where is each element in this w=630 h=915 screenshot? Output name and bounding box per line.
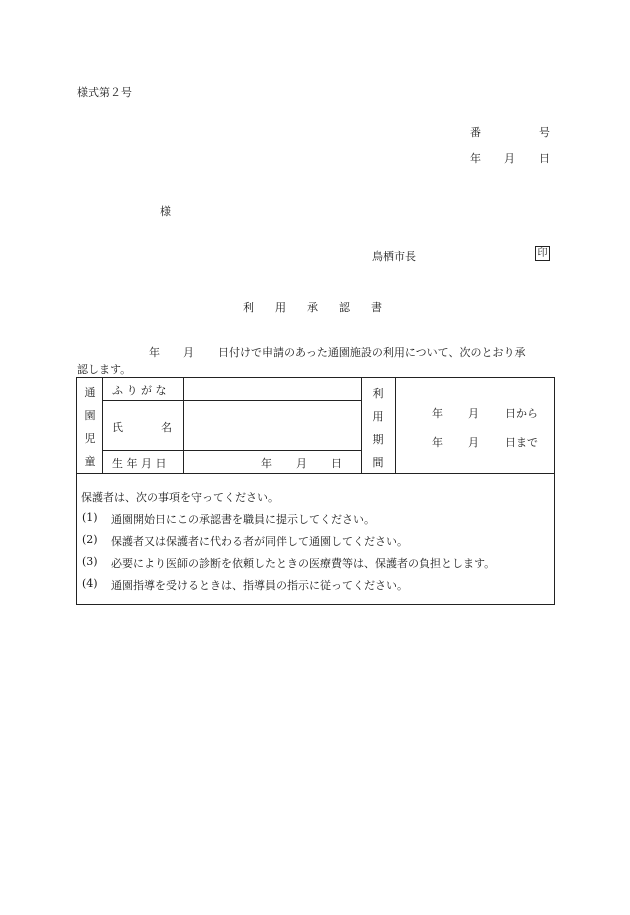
note-text-2: 保護者又は保護者に代わる者が同伴して通園してください。 [111, 535, 408, 548]
intro-year: 年 [149, 346, 160, 359]
divider-h3 [77, 473, 554, 474]
intro-line2: 認します。 [77, 363, 132, 376]
divider-h1 [102, 400, 361, 401]
intro-line1: 日付けで申請のあった通園施設の利用について、次のとおり承 [218, 346, 526, 359]
divider-v3 [361, 378, 362, 473]
title-char-5: 書 [371, 301, 382, 314]
divider-v2 [183, 378, 184, 473]
notes-heading: 保護者は、次の事項を守ってください。 [81, 491, 279, 504]
period-to-day: 日まで [505, 436, 538, 449]
divider-v1 [102, 378, 103, 473]
seal-stamp: 印 [535, 246, 550, 261]
birth-year: 年 [261, 457, 272, 470]
date-month: 月 [504, 152, 515, 165]
note-number-1: (1) [82, 511, 98, 524]
note-number-4: (4) [82, 577, 98, 590]
title-char-2: 用 [275, 301, 286, 314]
note-text-4: 通園指導を受けるときは、指導員の指示に従ってください。 [111, 579, 408, 592]
period-from-month: 月 [468, 407, 479, 420]
period-label: 利 用 期 間 [372, 387, 384, 469]
divider-h2 [102, 450, 361, 451]
issuer-name: 鳥栖市長 [372, 250, 416, 263]
form-number: 様式第２号 [77, 86, 132, 99]
birth-day: 日 [331, 457, 342, 470]
note-text-3: 必要により医師の診断を依頼したときの医療費等は、保護者の負担とします。 [111, 557, 496, 570]
period-from-day: 日から [505, 407, 538, 420]
period-to-month: 月 [468, 436, 479, 449]
number-label-start: 番 [470, 126, 481, 139]
number-label-end: 号 [539, 126, 550, 139]
birthdate-label: 生 年 月 日 [112, 457, 167, 470]
divider-v4 [395, 378, 396, 473]
note-text-1: 通園開始日にこの承認書を職員に提示してください。 [111, 513, 375, 526]
addressee-suffix: 様 [160, 205, 171, 218]
name-label-start: 氏 [112, 421, 123, 434]
title-char-4: 認 [339, 301, 350, 314]
title-char-3: 承 [307, 301, 318, 314]
approval-table [76, 377, 555, 605]
period-to-year: 年 [432, 436, 443, 449]
furigana-label: ふ り が な [112, 384, 167, 397]
child-label: 通 園 児 童 [84, 386, 96, 468]
date-day: 日 [539, 152, 550, 165]
period-from-year: 年 [432, 407, 443, 420]
name-field[interactable] [185, 402, 360, 449]
title-char-1: 利 [243, 301, 254, 314]
furigana-field[interactable] [185, 379, 360, 399]
name-label-end: 名 [161, 421, 172, 434]
note-number-2: (2) [82, 533, 98, 546]
date-year: 年 [470, 152, 481, 165]
birth-month: 月 [296, 457, 307, 470]
note-number-3: (3) [82, 555, 98, 568]
intro-month: 月 [183, 346, 194, 359]
